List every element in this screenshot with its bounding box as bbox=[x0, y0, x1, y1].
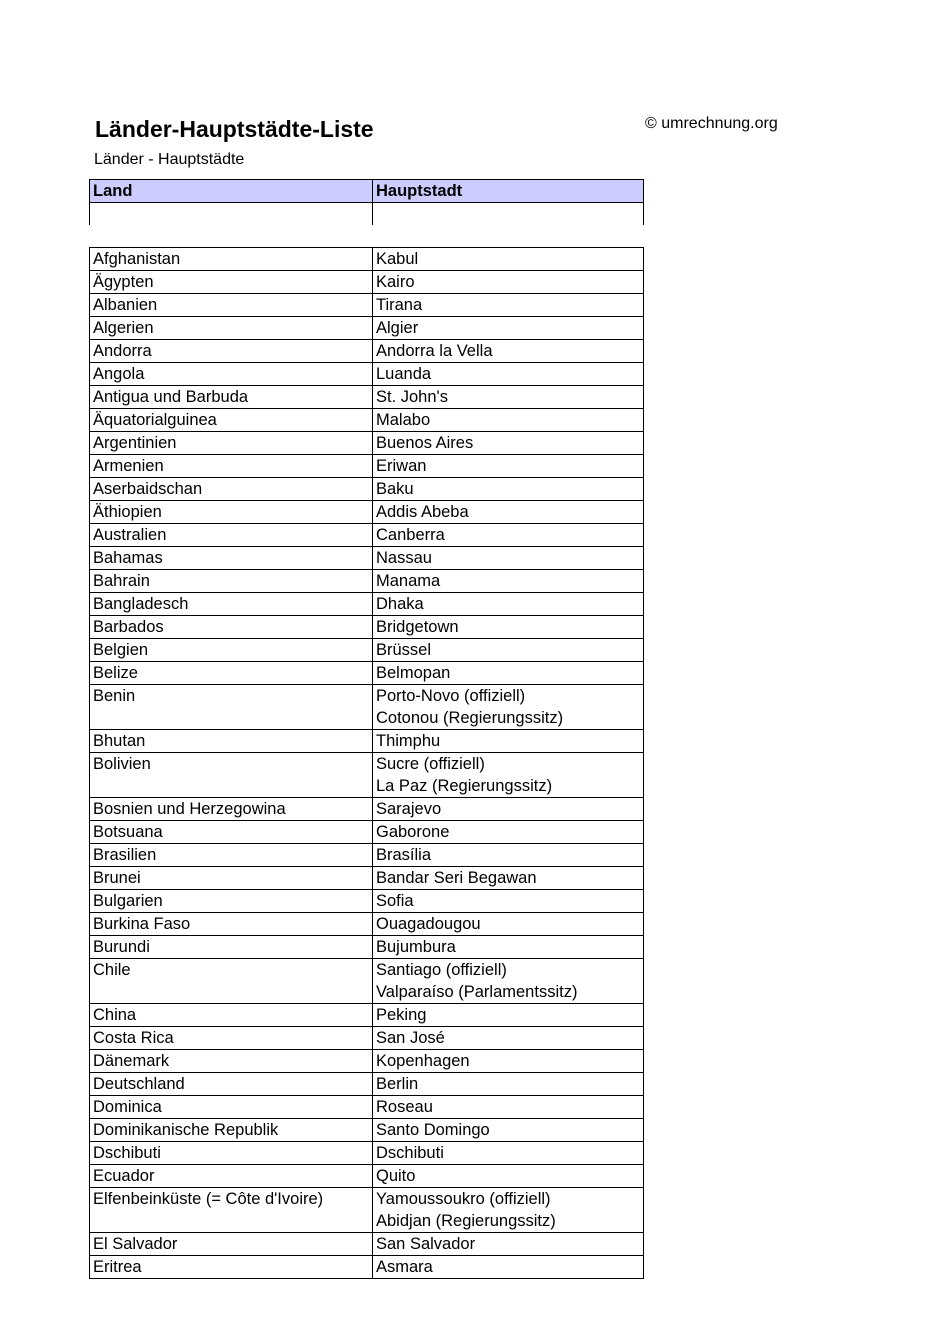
country-cell: Bahrain bbox=[90, 570, 373, 593]
table-row bbox=[90, 432, 644, 455]
capital-cell bbox=[373, 1050, 644, 1073]
capital-cell bbox=[373, 1027, 644, 1050]
country-cell: China bbox=[90, 1004, 373, 1027]
table-row bbox=[90, 570, 644, 593]
table-row bbox=[90, 294, 644, 317]
country-cell: Bhutan bbox=[90, 730, 373, 753]
capital-line: Bandar Seri Begawan bbox=[376, 869, 537, 887]
capital-cell bbox=[373, 432, 644, 455]
page-subtitle: Länder - Hauptstädte bbox=[94, 151, 245, 168]
country-cell: Barbados bbox=[90, 616, 373, 639]
capital-cell bbox=[373, 409, 644, 432]
table-row bbox=[90, 547, 644, 570]
country-capital-table bbox=[89, 179, 644, 1279]
country-cell: Bahamas bbox=[90, 547, 373, 570]
table-row bbox=[90, 639, 644, 662]
capital-line: Roseau bbox=[376, 1098, 433, 1116]
table-row bbox=[90, 317, 644, 340]
table-row bbox=[90, 936, 644, 959]
capital-cell bbox=[373, 317, 644, 340]
capital-cell bbox=[373, 570, 644, 593]
gap-cell bbox=[90, 225, 373, 248]
country-cell: Bolivien bbox=[90, 753, 373, 798]
capital-line: Bujumbura bbox=[376, 938, 456, 956]
capital-line: Santiago (offiziell) bbox=[376, 961, 507, 979]
capital-cell bbox=[373, 821, 644, 844]
country-cell: Burkina Faso bbox=[90, 913, 373, 936]
empty-row bbox=[90, 203, 644, 226]
capital-line: Luanda bbox=[376, 365, 432, 383]
country-cell: Argentinien bbox=[90, 432, 373, 455]
table-row bbox=[90, 363, 644, 386]
table-row bbox=[90, 1142, 644, 1165]
table-row bbox=[90, 271, 644, 294]
table-row bbox=[90, 867, 644, 890]
capital-line: Andorra la Vella bbox=[376, 342, 493, 360]
table-row bbox=[90, 890, 644, 913]
capital-cell bbox=[373, 271, 644, 294]
capital-cell bbox=[373, 1096, 644, 1119]
capital-line: Bridgetown bbox=[376, 618, 459, 636]
capital-line: Dhaka bbox=[376, 595, 424, 613]
country-cell: Äthiopien bbox=[90, 501, 373, 524]
table-row bbox=[90, 844, 644, 867]
table-row bbox=[90, 1188, 644, 1233]
capital-line: Nassau bbox=[376, 549, 432, 567]
capital-cell bbox=[373, 1256, 644, 1279]
table-row bbox=[90, 1073, 644, 1096]
capital-line: Baku bbox=[376, 480, 414, 498]
country-cell: Ägypten bbox=[90, 271, 373, 294]
country-cell: Dschibuti bbox=[90, 1142, 373, 1165]
table-row bbox=[90, 1096, 644, 1119]
table-row bbox=[90, 1165, 644, 1188]
country-cell: Andorra bbox=[90, 340, 373, 363]
column-header-land: Land bbox=[90, 180, 373, 203]
table-row bbox=[90, 409, 644, 432]
capital-line: Berlin bbox=[376, 1075, 419, 1093]
country-cell: Dominica bbox=[90, 1096, 373, 1119]
capital-line: Sarajevo bbox=[376, 800, 442, 818]
capital-line: Eriwan bbox=[376, 457, 427, 475]
country-cell: Armenien bbox=[90, 455, 373, 478]
country-cell: Brasilien bbox=[90, 844, 373, 867]
country-cell: Botsuana bbox=[90, 821, 373, 844]
table-row bbox=[90, 730, 644, 753]
country-cell: Bulgarien bbox=[90, 890, 373, 913]
capital-line: Sofia bbox=[376, 892, 414, 910]
country-cell: Aserbaidschan bbox=[90, 478, 373, 501]
table-row bbox=[90, 798, 644, 821]
table-header-row bbox=[90, 180, 644, 203]
capital-line: Kairo bbox=[376, 273, 415, 291]
country-cell: Dänemark bbox=[90, 1050, 373, 1073]
table-row bbox=[90, 685, 644, 730]
capital-cell bbox=[373, 639, 644, 662]
capital-cell bbox=[373, 867, 644, 890]
table-row bbox=[90, 913, 644, 936]
table-row bbox=[90, 501, 644, 524]
table-row bbox=[90, 959, 644, 1004]
capital-line: Santo Domingo bbox=[376, 1121, 490, 1139]
country-cell: Brunei bbox=[90, 867, 373, 890]
capital-cell bbox=[373, 248, 644, 271]
table-row bbox=[90, 1233, 644, 1256]
capital-cell bbox=[373, 1142, 644, 1165]
table-row bbox=[90, 1004, 644, 1027]
capital-cell bbox=[373, 1119, 644, 1142]
capital-line: Ouagadougou bbox=[376, 915, 481, 933]
page-title: Länder-Hauptstädte-Liste bbox=[95, 116, 374, 142]
country-cell: Dominikanische Republik bbox=[90, 1119, 373, 1142]
country-cell: Benin bbox=[90, 685, 373, 730]
capital-line: Gaborone bbox=[376, 823, 450, 841]
capital-line: Cotonou (Regierungssitz) bbox=[376, 709, 564, 727]
capital-line: St. John's bbox=[376, 388, 448, 406]
country-cell: Costa Rica bbox=[90, 1027, 373, 1050]
country-cell: Belize bbox=[90, 662, 373, 685]
capital-cell bbox=[373, 363, 644, 386]
capital-line: Abidjan (Regierungssitz) bbox=[376, 1212, 556, 1230]
table-row bbox=[90, 248, 644, 271]
capital-cell bbox=[373, 753, 644, 798]
capital-cell bbox=[373, 844, 644, 867]
capital-cell bbox=[373, 890, 644, 913]
table-row bbox=[90, 386, 644, 409]
capital-line: Canberra bbox=[376, 526, 445, 544]
capital-cell bbox=[373, 1073, 644, 1096]
table-row bbox=[90, 340, 644, 363]
capital-cell bbox=[373, 685, 644, 730]
capital-cell bbox=[373, 524, 644, 547]
capital-line: Brasília bbox=[376, 846, 432, 864]
capital-cell bbox=[373, 616, 644, 639]
table-row bbox=[90, 478, 644, 501]
capital-line: Addis Abeba bbox=[376, 503, 469, 521]
capital-line: Sucre (offiziell) bbox=[376, 755, 485, 773]
capital-cell bbox=[373, 478, 644, 501]
table-row bbox=[90, 524, 644, 547]
capital-line: Malabo bbox=[376, 411, 431, 429]
country-cell: Deutschland bbox=[90, 1073, 373, 1096]
capital-line: Quito bbox=[376, 1167, 416, 1185]
capital-line: Manama bbox=[376, 572, 441, 590]
country-cell: Antigua und Barbuda bbox=[90, 386, 373, 409]
capital-line: Algier bbox=[376, 319, 419, 337]
table-row bbox=[90, 1256, 644, 1279]
capital-line: La Paz (Regierungssitz) bbox=[376, 777, 553, 795]
capital-line: San José bbox=[376, 1029, 445, 1047]
country-cell: El Salvador bbox=[90, 1233, 373, 1256]
country-cell: Chile bbox=[90, 959, 373, 1004]
capital-cell bbox=[373, 340, 644, 363]
capital-cell bbox=[373, 1188, 644, 1233]
country-cell: Bangladesch bbox=[90, 593, 373, 616]
table-row bbox=[90, 593, 644, 616]
table-row bbox=[90, 616, 644, 639]
capital-cell bbox=[373, 913, 644, 936]
country-cell: Burundi bbox=[90, 936, 373, 959]
capital-line: Valparaíso (Parlamentssitz) bbox=[376, 983, 578, 1001]
table-row bbox=[90, 1050, 644, 1073]
country-cell: Äquatorialguinea bbox=[90, 409, 373, 432]
empty-cell bbox=[373, 203, 644, 226]
country-cell: Angola bbox=[90, 363, 373, 386]
capital-cell bbox=[373, 959, 644, 1004]
gap-row bbox=[90, 225, 644, 248]
gap-cell bbox=[373, 225, 644, 248]
copyright-notice: © umrechnung.org bbox=[645, 115, 778, 132]
capital-line: Kabul bbox=[376, 250, 419, 268]
country-cell: Australien bbox=[90, 524, 373, 547]
capital-cell bbox=[373, 1004, 644, 1027]
capital-cell bbox=[373, 455, 644, 478]
table-row bbox=[90, 753, 644, 798]
capital-cell bbox=[373, 294, 644, 317]
table-row bbox=[90, 1027, 644, 1050]
capital-cell bbox=[373, 662, 644, 685]
country-cell: Elfenbeinküste (= Côte d'Ivoire) bbox=[90, 1188, 373, 1233]
capital-cell bbox=[373, 501, 644, 524]
capital-cell bbox=[373, 547, 644, 570]
country-cell: Belgien bbox=[90, 639, 373, 662]
empty-cell bbox=[90, 203, 373, 226]
table-row bbox=[90, 821, 644, 844]
capital-line: Brüssel bbox=[376, 641, 432, 659]
table-row bbox=[90, 662, 644, 685]
capital-line: Yamoussoukro (offiziell) bbox=[376, 1190, 551, 1208]
table-row bbox=[90, 455, 644, 478]
country-cell: Ecuador bbox=[90, 1165, 373, 1188]
capital-line: Porto-Novo (offiziell) bbox=[376, 687, 526, 705]
column-header-hauptstadt: Hauptstadt bbox=[373, 180, 644, 203]
country-cell: Algerien bbox=[90, 317, 373, 340]
capital-cell bbox=[373, 936, 644, 959]
capital-cell bbox=[373, 798, 644, 821]
capital-line: Kopenhagen bbox=[376, 1052, 470, 1070]
capital-line: Thimphu bbox=[376, 732, 441, 750]
country-cell: Bosnien und Herzegowina bbox=[90, 798, 373, 821]
country-cell: Eritrea bbox=[90, 1256, 373, 1279]
country-cell: Afghanistan bbox=[90, 248, 373, 271]
capital-cell bbox=[373, 386, 644, 409]
table-row bbox=[90, 1119, 644, 1142]
capital-line: Buenos Aires bbox=[376, 434, 474, 452]
capital-line: Tirana bbox=[376, 296, 423, 314]
capital-cell bbox=[373, 1165, 644, 1188]
capital-cell bbox=[373, 730, 644, 753]
capital-cell bbox=[373, 1233, 644, 1256]
capital-line: Asmara bbox=[376, 1258, 433, 1276]
country-cell: Albanien bbox=[90, 294, 373, 317]
capital-line: San Salvador bbox=[376, 1235, 476, 1253]
capital-line: Peking bbox=[376, 1006, 427, 1024]
capital-line: Belmopan bbox=[376, 664, 451, 682]
capital-line: Dschibuti bbox=[376, 1144, 444, 1162]
capital-cell bbox=[373, 593, 644, 616]
table-body bbox=[90, 203, 644, 1279]
